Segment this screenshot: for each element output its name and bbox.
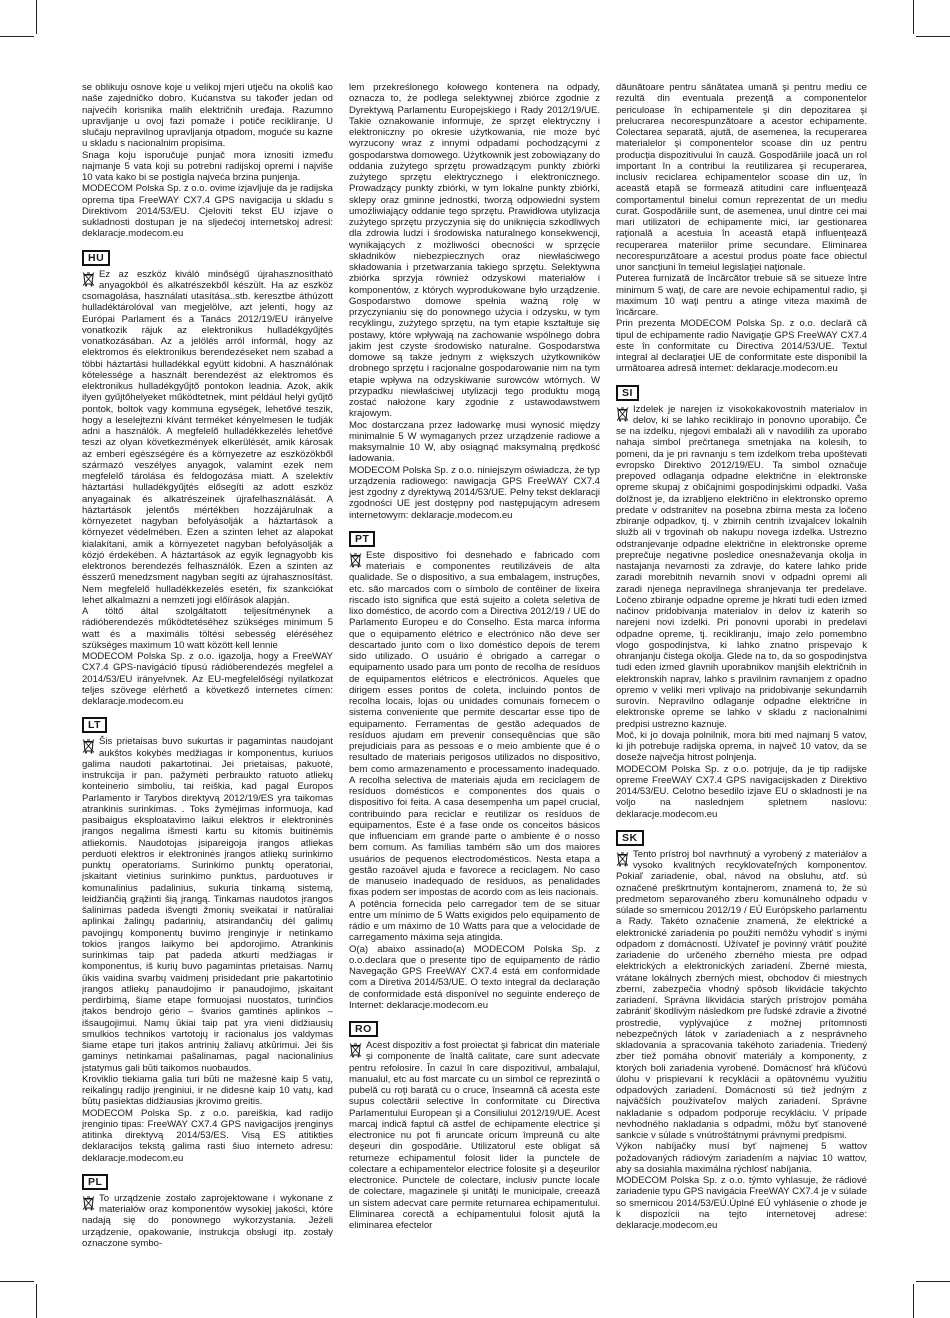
- language-section-ro: [349, 1017, 600, 1231]
- paragraph-text: Tento prístroj bol navrhnutý a vyrobený z materiálov a vysoko kvalitných recyklovateľných komponentov. Pokiaľ zariadenie, obal, návod na obsluhu, atď. sú označené preškrtnutým kontajnerom, znamená to, že sú predmetom separovaného zberu komunálneho odpadu v súlade so smernicou 2012/19 / EÚ Európskeho parlamentu a Rady. Takéto označenie znamená, že elektrické a elektronické zariadenia po použití nemôžu vyhodiť s inými odpadom z domácností. Užívateľ je povinný vrátiť použité zariadenie do určeného zberného miesta pre odpad elektrických a elektronických zariadení. Zberné miesta, vrátane lokálnych zberných miest, obchodov či miestnych zberní, zabezpečia vhodný spôsob likvidácie takýchto zariadení. Správna likvidácia starých prístrojov pomáha zabrániť škodlivým následkom pre ľudské zdravie a životné prostredie, vyplývajúce z možnej prítomnosti nebezpečných látok v zariadeniach a z nesprávneho skladovania a spracovania takéhoto zariadenia. Triedený zber tiež pomáha obnoviť materiály a komponenty, z ktorých boli zariadenia vyrobené. Domácnosť hrá kľúčovú úlohu v prispievaní k recyklácii a opätovnému využitiu odpadových zariadení. Domácnosti sú tiež jedným z najväčších používateľov malých zariadení. Správne nakladanie s odpadom podporuje recykláciu. V prípade nevhodného nakladania s odpadmi, môžu byť stanovené sankcie v súlade s vnútroštátnymi právnymi predpismi.: [616, 848, 867, 1141]
- language-code-badge: LT: [82, 717, 107, 733]
- crop-mark: [916, 1281, 950, 1282]
- paragraph: [616, 404, 867, 730]
- language-code-badge: PT: [349, 531, 375, 547]
- text-column: [82, 82, 333, 1249]
- paragraph: A töltő által szolgáltatott teljesítménynek a rádióberendezés működtetéséhez szükséges minimum 5 watt és a maximális töltési sebesség eléréséhez szükséges maximum 10 watt között kell lennie: [82, 606, 333, 651]
- paragraph-text: Ez az eszköz kiváló minőségű újrahasznosítható anyagokból és alkatrészekből készült. Ha az eszköz csomagolása, használati utasítása..stb. keresztbe áthúzott hulladéktárolóval van megjelölve, azt jelenti, hogy az Európai Parlament és a Tanács 2012/19/EU irányelve vonatkozik rájuk az elektronikus hulladékgyűjtés vonatkozásában. Az a jelölés arról informál, hogy az elektromos és elektronikus berendezéseket nem szabad a többi háztartási hulladékkal együtt kidobni. A használónak kötelessége a használt berendezést az elektromos és elektronikus hulladékgyűjtő pontokon leadnia. Azok, akik ilyen gyűjtőhelyeket működtetnek, mint például helyi gyűjtő pontok, boltok vagy kommuna egységek, lehetővé teszik, hogy a leselejtezni kívánt terméket kényelmesen le tudják adni a használók. A megfelelő hulladékkezelés lehetővé teszi az olyan következmények elkerülését, amik károsak az emberi egészségére és a környezetre az eszközökből származó veszélyes anyagok, valamint ezek nem megfelelő tárolása és feldogozása miatt. A szelektív háztartási hulladékgyűjtés elősegíti az adott eszköz anyagainak és alkatrészeinek újrafelhasználását. A háztartások jelentős mértékben hozzájárulnak a környezetet nagyban befolyásolják a háztartások a környezet védelmében. Ezen a szinten lehet az alapokat kialakítani, amik a környezetet nagyban befolyásolják a közjó érdekében. A háztartások az egyik legnagyobb kis elektronos berendezés felhasználók. Ezen a szinten az ésszerű menedzsment nagyban segíti az újrahasznosítást. Nem megfelelő hulladékkezelés esetén, fix szankciókat lehet alkalmazni a nemzeti jogi előírások alapján.: [82, 268, 333, 606]
- language-code-badge: SI: [616, 385, 639, 401]
- paragraph: [349, 550, 600, 899]
- crop-mark: [913, 1284, 914, 1318]
- crossed-bin-icon: [349, 1042, 362, 1059]
- paragraph: O(a) abaixo assinado(a) MODECOM Polska Sp. z o.o.declara que o presente tipo de equipamento de rádio Navegação GPS FreeWAY CX7.4 está em conformidade com a Diretiva 2014/53/UE. O texto integral da declaração de conformidade está disponível no seguinte endereço de Internet: deklaracje.modecom.eu: [349, 943, 600, 1011]
- paragraph: [82, 1193, 333, 1249]
- paragraph: Kroviklio tiekiama galia turi būti ne mažesnė kaip 5 vatų, reikalingų radijo įrenginiui, ir ne didesnė kaip 10 vatų, kad būtų pasiektas didžiausias įkrovimo greitis.: [82, 1073, 333, 1108]
- language-section-si: [616, 381, 867, 820]
- paragraph: Puterea furnizată de încărcător trebuie să se situeze între minimum 5 waţi, de care are nevoie echipamentul radio, şi maximum 10 waţi pentru a atinge viteza maximă de încărcare.: [616, 273, 867, 318]
- paragraph: A potência fornecida pelo carregador tem de se situar entre um mínimo de 5 Watts exigidos pelo equipamento de rádio e um máximo de 10 Watts para que a velocidade de carregamento máxima seja atingida.: [349, 898, 600, 944]
- crossed-bin-icon: [616, 851, 629, 868]
- language-code-badge: PL: [82, 1174, 108, 1190]
- paragraph: MODECOM Polska Sp. z o.o. ovime izjavljuje da je radijska oprema tipa FreeWAY CX7.4 GPS navigacija u skladu s Direktivom 2014/53/EU. Cjeloviti tekst EU izjave o sukladnosti dostupan je na sljedećoj internetskoj adresi: deklaracje.modecom.eu: [82, 183, 333, 240]
- section-continuation: [349, 82, 600, 521]
- paragraph-text: Acest dispozitiv a fost proiectat şi fabricat din materiale şi componente de înaltă calitate, care sunt adecvate pentru refolosire. În cazul în care dispozitivul, ambalajul, manualul, etc au fost marcate cu un simbol ce reprezintă o pubelă cu roţi barată cu o cruce, înseamnă că acesta este supus colectării selective în conformitate cu Directiva Parlamentului European şi a Consiliului 2012/19/UE. Acest marcaj indică faptul că astfel de echipamente electrice şi electronice nu pot fi aruncate oricum împreună cu alte deşeuri din gospodărie. Utilizatorul este obligat să returneze echipamentul folosit lider la punctele de colectare a echipamentelor electrice folosite şi a deşeurilor electronice. Punctele de colectare, inclusiv puncte locale de colectare, magazinele şi unităţi le municipale, creează un sistem adecvat care permite returnarea echipamentului. Eliminarea corectă a echipamentului folosit ajută la eliminarea efectelor: [349, 1040, 600, 1231]
- language-section-pl: [82, 1170, 333, 1249]
- paragraph: [82, 736, 333, 1074]
- crossed-bin-icon: [82, 1195, 95, 1212]
- paragraph: [616, 849, 867, 1142]
- language-section-lt: [82, 713, 333, 1164]
- paragraph-text: Este dispositivo foi desnehado e fabricado com materiais e componentes reutilizáveis de alta qualidade. Se o dispositivo, a sua embalagem, instruções, etc. são marcados com o símbolo de contêiner de lixeira riscado isto significa que está sujeito a coleta seletiva de lixo doméstico, de acordo com a Directiva 2012/19 / UE do Parlamento Europeu e do Conselho. Esta marca informa que o equipamento elétrico e electrónico não deve ser descartado junto com o lixo doméstico depois de terem sido utilizado. O usuário é obrigado a carregar o equipamento usado para um ponto de recolha de resíduos de equipamentos elétricos e electrónicos. Aqueles que dirigem esses pontos de coleta, incluindo pontos de recolha locais, lojas ou unidades comunais fornecem o sistema conveniente que permite descartar esse tipo de equipamento. Ferramentas de gestão adequados de resíduos ajudam em prevenir consequências que são prejudiciais para as pessoas e o meio ambiente que é o resultado de materiais perigosos utilizados no dispositivo, bem como armazenamento e processamento inadequado. A recolha selectiva de materiais ajuda em reciclagem de resíduos domésticos e componentes dos quais o dispositivo foi feita. A casa desempenha um papel crucial, contribuindo para reciclar e reutilizar os resíduos de equipamentos. Este é a fase onde os conceitos básicos que influenciam em grande parte o ambiente é o nosso bem comum. As famílias também são um dos maiores usuários de pequenos electrodomésticos. Nesta etapa a gestão razoável ajuda e favorece a reciclagem. No caso de manuseio inadequado de resíduos, as penalidades fixas podem ser impostas de acordo com as leis nacionais.: [349, 549, 600, 899]
- paragraph-text: To urządzenie zostało zaprojektowane i wykonane z materiałów oraz komponentów wysokiej jakości, które nadają się do ponownego wykorzystania. Jeżeli urządzenie, opakowanie, instrukcja obsługi itp. zostały oznaczone symbo-: [82, 1192, 333, 1249]
- language-section-pt: [349, 527, 600, 1011]
- crossed-bin-icon: [616, 406, 629, 423]
- paragraph-text: Izdelek je narejen iz visokokakovostnih materialov in delov, ki se lahko reciklirajo in ponovno uporabijo. Če se na izdelku, njegovi embalaži ali v navodilih za uporabo nahaja simbol prečrtanega smetnjaka na kolesih, to pomeni, da je pri ravnanju s tem izdelkom treba upoštevati evropsko Direktivo 2012/19/EU. Ta simbol označuje prepoved odlaganja odpadne električne in elektronske opreme skupaj z običajnimi gospodinjskimi odpadki. Vaša dolžnost je, da izrabljeno električno in elektronsko opremo predate v odstranitev na posebna zbirna mesta za ločeno zbiranje odpadkov, tj. v zbirnih centrih izvajalcev lokalnih služb ali v trgovinah ob nakupu novega izdelka. Ustrezno odstranjevanje odpadne električne in elektronske opreme preprečuje negativne posledice onesnaževanja okolja in nastajanja nevarnosti za zdravje, do katere lahko pride zaradi morebitnih nevarnih snovi v odpadni opremi ali zaradi njenega nepravilnega shranjevanja ter predelave. Ločeno zbiranje odpadne opreme je hkrati tudi eden izmed načinov pridobivanja materialov in delov iz katerih so narejeni novi izdelki. Pri ponovni uporabi in predelavi odpadne opreme, tj. recikliranju, imajo zelo pomembno vlogo gospodinjstva, ki lahko znatno prispevajo k ohranjanju čistega okolja. Glede na to, da so gospodinjstva tudi eden izmed glavnih uporabnikov manjših električnih in elektronskih naprav, lahko s pravilnim ravnanjem z opadno opremo v veliki meri vplivajo na pridobivanje sekundarnih surovin. Nepravilno odlaganje odpadne električne in elektronske opreme se lahko v skladu z nacionalnimi predpisi ustrezno kaznuje.: [616, 403, 867, 730]
- paragraph: Snaga koju isporučuje punjač mora iznositi između najmanje 5 vata koji su potrebni radijskoj opremi i najviše 10 vata kako bi se postigla najveća brzina punjenja.: [82, 149, 333, 183]
- text-column: [349, 82, 600, 1232]
- crop-mark: [916, 36, 950, 37]
- paragraph: Prin prezenta MODECOM Polska Sp. z o.o. declară că tipul de echipamente radio Navigaţie GPS FreeWAY CX7.4 este în conformitate cu Directiva 2014/53/UE. Textul integral al declaraţiei UE de conformitate este disponibil la următoarea adresă internet: deklaracje.modecom.eu: [616, 318, 867, 375]
- crossed-bin-icon: [82, 271, 95, 288]
- language-code-badge: SK: [616, 830, 644, 846]
- language-code-badge: HU: [82, 250, 110, 266]
- paragraph-text: Šis prietaisas buvo sukurtas ir pagamintas naudojant aukštos kokybės medžiagas ir komponentus, kuriuos galima naudoti pakartotinai. Jei prietaisas, pakuotė, instrukcija ir pan. pažymėti perbraukto ratuoto atliekų konteinerio simboliu, tai reiškia, kad pagal Europos Parlamento ir Tarybos direktyvą 2012/19/ES yra taikomas atrankinis surinkimas. . Toks žymėjimas informuoja, kad pasibaigus eksploatavimo laikui elektros ir elektroninės įrangos negalima išmesti kartu su kitomis buitinėmis atliekomis. Naudotojas įsipareigoja įrangos atliekas perduoti elektros ir elektroninės įrangos atliekų surinkimo punktų operatoriams. Surinkimo punktų operatoriai, įskaitant vietinius surinkimo punktus, parduotuves ir komunalinius padalinius, sukuria tinkamą sistemą, leidžiančią grąžinti šią įrangą. Tinkamas naudotos įrangos šalinimas padeda išvengti žmonių sveikatai ir natūraliai aplinkai žalingų padarinių, atsirandančių dėl galimų pavojingų komponentų buvimo įrenginyje ir netinkamo tokios įrangos laikymo bei apdorojimo. Atrankinis surinkimas taip pat padeda atkurti medžiagas ir komponentus, iš kurių buvo pagamintas prietaisas. Namų ūkis vaidina svarbų vaidmenį prisidedant prie pakartotinio įrangos atliekų panaudojimo ir panaudojimo, įskaitant perdirbimą, šiame etape formuojasi nuostatos, turinčios įtakos bendrojo gėrio – švarios gamtinės aplinkos – išsaugojimui. Namų ūkiai taip pat yra vieni didžiausių smulkios technikos vartotojų ir racionalus jos valdymas šiame etape turi įtakos antrinių žaliavų atkūrimui. Jei šis gaminys netinkamai pašalinamas, pagal nacionalinius įstatymus gali būti taikomos nuobaudos.: [82, 736, 333, 1074]
- paragraph: Moč, ki jo dovaja polnilnik, mora biti med najmanj 5 vatov, ki jih potrebuje radijska oprema, in največ 10 vatov, da se doseže največja hitrost polnjenja.: [616, 729, 867, 764]
- paragraph: [82, 269, 333, 607]
- paragraph: [349, 1040, 600, 1231]
- paragraph: MODECOM Polska Sp. z o.o. igazolja, hogy a FreeWAY CX7.4 GPS-navigáció típusú rádióberendezés megfelel a 2014/53/EU irányelvnek. Az EU-megfelelőségi nyilatkozat teljes szövege elérhető a következő internetes címen: deklaracje.modecom.eu: [82, 651, 333, 707]
- leaflet-page: [82, 82, 868, 1249]
- paragraph: Moc dostarczana przez ładowarkę musi wynosić między minimalnie 5 W wymaganych przez urządzenie radiowe a maksymalnie 10 W, aby osiągnąć maksymalną prędkość ładowania.: [349, 419, 600, 465]
- paragraph: MODECOM Polska Sp. z o.o. týmto vyhlasuje, že rádiové zariadenie typu GPS navigácia FreeWAY CX7.4 je v súlade so smernicou 2014/53/EÚ.Úplné EÚ vyhlásenie o zhode je k dispozícii na tejto internetovej adrese: deklaracje.modecom.eu: [616, 1175, 867, 1231]
- section-continuation: [82, 82, 333, 240]
- paragraph: MODECOM Polska Sp. z o.o. pareiškia, kad radijo įrenginio tipas: FreeWAY CX7.4 GPS navigacijos įrenginys atitinka direktyvą 2014/53/ES. Visą ES atitikties deklaracijos tekstą galima rasti šiuo interneto adresu: deklaracje.modecom.eu: [82, 1107, 333, 1164]
- paragraph: lem przekreślonego kołowego kontenera na odpady, oznacza to, że podlega selektywnej zbiórce zgodnie z Dyrektywą Parlamentu Europejskiego i Rady 2012/19/UE. Takie oznakowanie informuje, że sprzęt elektryczny i elektroniczny po okresie użytkowania, nie może być wyrzucony wraz z innymi odpadami pochodzącymi z gospodarstwa domowego. Użytkownik jest zobowiązany do oddania zużytego sprzętu prowadzącym punkty zbiórki zużytego sprzętu elektrycznego i elektronicznego. Prowadzący punkty zbiórki, w tym lokalne punkty zbiórki, sklepy oraz gminne jednostki, tworzą odpowiedni system umożliwiający oddanie tego sprzętu. Prawidłowa utylizacja zużytego sprzętu przyczynia się do uniknięcia szkodliwych dla zdrowia ludzi i środowiska naturalnego konsekwencji, wynikających z możliwości obecności w sprzęcie składników niebezpiecznych oraz niewłaściwego składowania i przetwarzania takiego sprzętu. Selektywna zbiórka sprzyja również odzyskowi materiałów i komponentów, z których wyprodukowane było urządzenie. Gospodarstwo domowe spełnia ważną rolę w przyczynianiu się do ponownego użycia i odzysku, w tym recyklingu, zużytego sprzętu, na tym etapie kształtuje się postawy, które wpływają na zachowanie wspólnego dobra jakim jest czyste środowisko naturalne. Gospodarstwa domowe są także jednym z większych użytkowników drobnego sprzętu i racjonalne gospodarowanie nim na tym etapie wpływa na odzyskiwanie surowców wtórnych. W przypadku niewłaściwej utylizacji tego produktu mogą zostać nałożone kary zgodnie z ustawodawstwem krajowym.: [349, 82, 601, 420]
- language-section-sk: [616, 826, 867, 1232]
- paragraph: Výkon nabíjačky musí byť najmenej 5 wattov požadovaných rádiovým zariadením a najviac 10 wattov, aby sa dosiahla maximálna rýchlosť nabíjania.: [616, 1141, 867, 1175]
- crop-mark: [913, 0, 914, 34]
- crop-mark: [0, 1281, 34, 1282]
- language-code-badge: RO: [349, 1021, 378, 1037]
- paragraph: MODECOM Polska Sp. z o.o. niniejszym oświadcza, że typ urządzenia radiowego: nawigacja GPS FreeWAY CX7.4 jest zgodny z dyrektywą 2014/53/UE. Pełny tekst deklaracji zgodności UE jest dostępny pod następującym adresem internetowym: deklaracje.modecom.eu: [349, 464, 600, 521]
- crop-mark: [36, 1284, 37, 1318]
- text-column: [616, 82, 867, 1232]
- paragraph: MODECOM Polska Sp. z o.o. potrjuje, da je tip radijske opreme FreeWAY CX7.4 GPS navigacijskaden z Direktivo 2014/53/EU. Celotno besedilo izjave EU o skladnosti je na voljo na naslednjem spletnem naslovu: deklaracje.modecom.eu: [616, 763, 867, 820]
- paragraph: se oblikuju osnove koje u velikoj mjeri utječu na okoliš kao naše zajedničko dobro. Kućanstva su također jedan od najvećih korisnika malih električnih uređaja. Razumno upravljanje u ovoj fazi pomaže i potiče recikliranje. U slučaju nepravilnog upravljanja otpadom, moguće su kazne u skladu s nacionalnim propisima.: [82, 82, 333, 150]
- crop-mark: [0, 36, 34, 37]
- language-section-hu: [82, 246, 333, 708]
- paragraph: dăunătoare pentru sănătatea umană şi pentru mediu ce rezultă din eventuala prezenţă a componentelor periculoase în echipamentele şi din depozitarea şi prelucrarea necorespunzătoare a acestor echipamente. Colectarea separată, ajută, de asemenea, la recuperarea materialelor şi componentelor scoase din uz pentru producţia dispozitivului în cauză. Gospodăriile joacă un rol important în a contribui la reutilizarea şi recuperarea, inclusiv reciclarea echipamentelor scoase din uz, în această etapă se formează atitudini care influenţează comportamentul binelui comun reprezentat de un mediu curat. Gospodăriile sunt, de asemenea, unul dintre cei mai mari utilizatori de echipamente mici, iar gestionarea raţională a acestuia în această etapă influenţează recuperarea materiilor prime secundare. Eliminarea necorespunzătoare a acestui produs poate face obiectul unor sancţiuni în temeiul legislaţiei naţionale.: [616, 82, 867, 273]
- section-continuation: [616, 82, 867, 375]
- crop-mark: [36, 0, 37, 34]
- crossed-bin-icon: [349, 552, 362, 569]
- crossed-bin-icon: [82, 738, 95, 755]
